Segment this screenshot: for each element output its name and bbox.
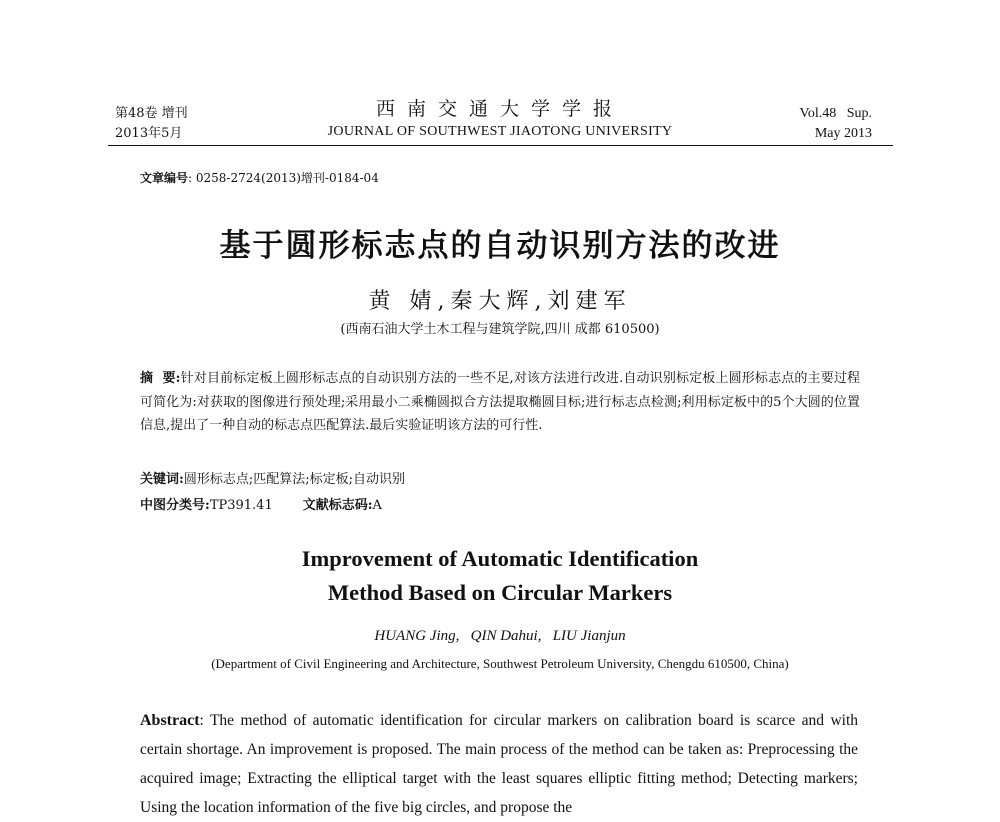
abstract-cn [140, 367, 860, 438]
abstract-en-text: : The method of automatic identification for circular markers on calibration board is scarce and with certain shortage. An improvement is proposed. The main process of the method can be taken as: Preprocessing the acquired image; Extracting the elliptical target with the least squares elliptic fitting method; Detecting markers; Using the location information of the five big circles, and propose the [140, 712, 858, 816]
authors-cn: 黄 婧,秦大辉,刘建军 [368, 289, 632, 314]
abstract-cn-label: 摘 要: [140, 371, 181, 386]
title-en-line1: Improvement of Automatic Identification [301, 546, 699, 571]
journal-name-cn: 西南交通大学学报 [375, 98, 624, 120]
doc-code-label: 文献标志码: [302, 498, 373, 513]
abstract-en-label: Abstract [140, 712, 200, 729]
classification-cn [140, 496, 382, 516]
header-date-en: May 2013 [814, 126, 872, 141]
keywords-cn [140, 470, 405, 490]
clc-label: 中图分类号: [140, 498, 210, 513]
header-rule [108, 145, 893, 146]
doc-code-value: A [372, 498, 382, 513]
title-en-line2: Method Based on Circular Markers [327, 580, 673, 605]
header-volume-en: Vol.48 Sup. [799, 106, 872, 121]
title-cn: 基于圆形标志点的自动识别方法的改进 [219, 228, 781, 264]
affiliation-cn: (西南石油大学土木工程与建筑学院,四川 成都 610500) [340, 322, 660, 337]
authors-en: HUANG Jing, QIN Dahui, LIU Jianjun [374, 628, 626, 644]
affiliation-en: (Department of Civil Engineering and Architecture, Southwest Petroleum University, Chengdu 610500, China) [211, 656, 789, 671]
article-number-label: 文章编号 [140, 171, 189, 185]
title-en [0, 542, 1000, 610]
article-number-value: : 0258-2724(2013)增刊-0184-04 [188, 171, 379, 185]
keywords-cn-text: 圆形标志点;匹配算法;标定板;自动识别 [183, 472, 405, 487]
journal-name-en: JOURNAL OF SOUTHWEST JIAOTONG UNIVERSITY [327, 124, 673, 139]
abstract-cn-text: 针对目前标定板上圆形标志点的自动识别方法的一些不足,对该方法进行改进.自动识别标定板上圆形标志点的主要过程可简化为:对获取的图像进行预处理;采用最小二乘椭圆拟合方法提取椭圆目标;进行标志点检测;利用标定板中的5个大圆的位置信息,提出了一种自动的标志点匹配算法.最后实验证明该方法的可行性. [140, 371, 861, 433]
keywords-cn-label: 关键词: [140, 472, 184, 487]
abstract-en [140, 706, 858, 822]
header-volume-date-en [800, 104, 872, 144]
article-number [140, 169, 379, 186]
header-volume-cn: 第48卷 增刊 [115, 106, 188, 121]
header-date-cn: 2013年5月 [115, 126, 183, 141]
clc-value: TP391.41 [209, 498, 273, 513]
